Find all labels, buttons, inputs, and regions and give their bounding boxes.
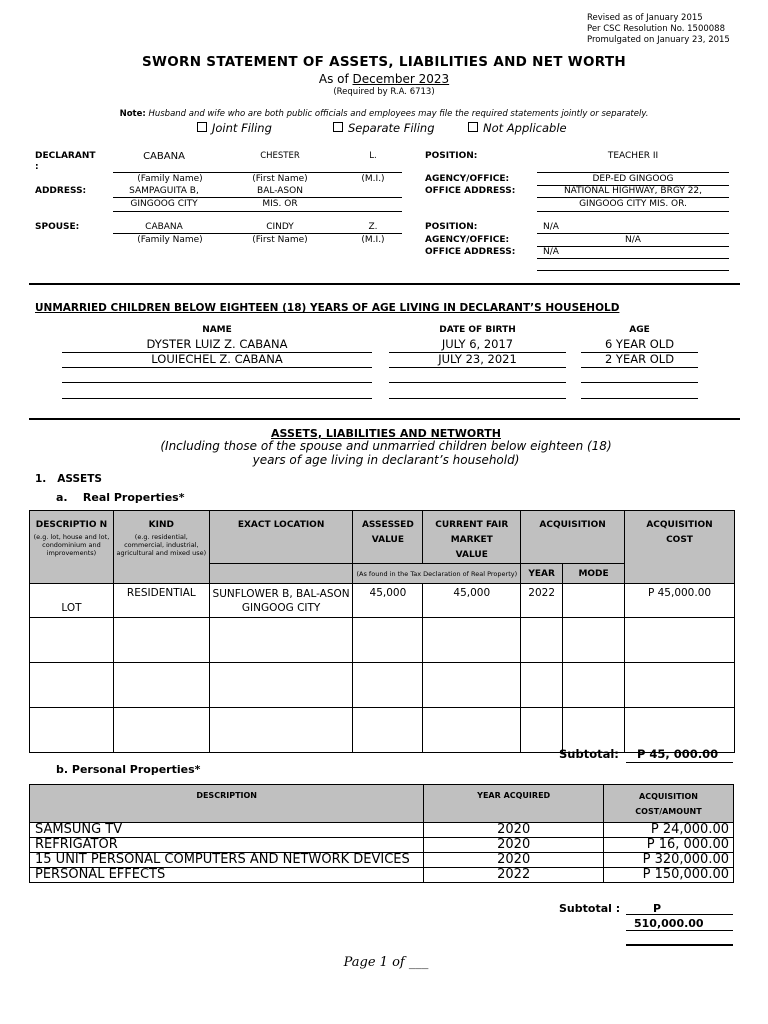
caption-family: (Family Name) [137, 235, 203, 245]
joint-filing-option[interactable]: Joint Filing [197, 121, 272, 135]
spouse-office-address: N/A [543, 247, 559, 257]
caption-mi: (M.I.) [361, 235, 385, 245]
header-description: DESCRIPTIO N (e.g. lot, house and lot, condominium and improvements) [30, 511, 114, 584]
header-mode: MODE [563, 564, 625, 584]
declarant-mi: L. [369, 151, 377, 161]
position-label: POSITION: [425, 151, 478, 161]
revision-note [587, 13, 730, 46]
caption-first: (First Name) [252, 174, 308, 184]
spouse-agency-label: AGENCY/OFFICE: [425, 235, 510, 245]
table-row: 15 UNIT PERSONAL COMPUTERS AND NETWORK DEVICES 2020 P 320,000.00 [30, 853, 734, 868]
spouse-office-address-label: OFFICE ADDRESS: [425, 247, 516, 257]
table-row: SAMSUNG TV 2020 P 24,000.00 [30, 823, 734, 838]
revision-line: Revised as of January 2015 [587, 13, 703, 23]
real-subtotal-value: P 45, 000.00 [637, 747, 719, 761]
agency-label: AGENCY/OFFICE: [425, 174, 510, 184]
spouse-position: N/A [543, 222, 559, 232]
address-line: MIS. OR [262, 199, 298, 209]
section-divider [29, 418, 740, 420]
col-age: AGE [629, 325, 650, 335]
table-row: PERSONAL EFFECTS 2022 P 150,000.00 [30, 868, 734, 883]
real-properties-table [29, 510, 735, 753]
personal-subtotal-label: Subtotal : [559, 902, 621, 915]
revision-line: Promulgated on January 23, 2015 [587, 35, 730, 45]
alnw-heading: ASSETS, LIABILITIES AND NETWORTH [271, 427, 501, 440]
header-acquisition-cost: ACQUISITION COST/AMOUNT [604, 785, 734, 823]
child-dob: JULY 23, 2021 [438, 352, 517, 366]
child-age: 6 YEAR OLD [604, 337, 675, 351]
header-assessed: ASSESSED VALUE [353, 511, 423, 564]
real-subtotal-label: Subtotal: [559, 747, 619, 761]
table-row: REFRIGATOR 2020 P 16, 000.00 [30, 838, 734, 853]
child-dob: JULY 6, 2017 [441, 337, 514, 351]
as-of-value: December 2023 [352, 72, 450, 86]
spouse-position-label: POSITION: [425, 222, 478, 232]
declarant-colon: : [35, 162, 39, 172]
section-divider [29, 283, 740, 285]
personal-subtotal-value: 510,000.00 [634, 917, 704, 930]
checkbox-icon[interactable] [333, 122, 343, 132]
not-applicable-option[interactable]: Not Applicable [468, 121, 567, 135]
spouse-mi: Z. [368, 222, 378, 232]
address-line: GINGOOG CITY [130, 199, 198, 209]
personal-properties-label: b. Personal Properties* [56, 763, 201, 776]
caption-family: (Family Name) [137, 174, 203, 184]
office-address-line: GINGOOG CITY MIS. OR. [579, 199, 687, 209]
personal-properties-table [29, 784, 734, 883]
address-line: BAL-ASON [257, 186, 303, 196]
personal-subtotal-value: P [653, 902, 662, 915]
declarant-position: TEACHER II [607, 151, 659, 161]
revision-line: Per CSC Resolution No. 1500088 [587, 24, 726, 34]
caption-mi: (M.I.) [361, 174, 385, 184]
declarant-first-name: CHESTER [260, 151, 300, 161]
real-properties-label: a. Real Properties* [56, 491, 185, 504]
col-name: NAME [202, 325, 232, 335]
as-of-date: As of December 2023 [318, 72, 450, 86]
spouse-family-name: CABANA [145, 222, 183, 232]
spouse-label: SPOUSE: [35, 222, 80, 232]
address-line: SAMPAGUITA B, [129, 186, 199, 196]
office-address-line: NATIONAL HIGHWAY, BRGY 22, [563, 186, 703, 196]
table-row [30, 663, 735, 708]
checkbox-icon[interactable] [468, 122, 478, 132]
filing-note: Note: Husband and wife who are both public officials and employees may file the required statements jointly or separately. [119, 109, 649, 119]
col-dob: DATE OF BIRTH [439, 325, 516, 335]
header-market: CURRENT FAIR MARKET VALUE [423, 511, 521, 564]
table-row: LOT RESIDENTIAL SUNFLOWER B, BAL-ASON GINGOOG CITY 45,000 45,000 2022 P 45,000.00 [30, 584, 735, 618]
children-heading: UNMARRIED CHILDREN BELOW EIGHTEEN (18) YEARS OF AGE LIVING IN DECLARANT’S HOUSEHOLD [35, 302, 620, 314]
spouse-agency: N/A [625, 235, 641, 245]
child-name: DYSTER LUIZ Z. CABANA [146, 337, 288, 351]
alnw-subtitle: (Including those of the spouse and unmarried children below eighteen (18) [160, 439, 612, 453]
header-kind: KIND (e.g. residential, commercial, industrial, agricultural and mixed use) [113, 511, 209, 584]
office-address-label: OFFICE ADDRESS: [425, 186, 516, 196]
checkbox-icon[interactable] [197, 122, 207, 132]
assets-label: 1. ASSETS [35, 473, 102, 485]
caption-first: (First Name) [252, 235, 308, 245]
child-name: LOUIECHEL Z. CABANA [151, 352, 283, 366]
document-title: SWORN STATEMENT OF ASSETS, LIABILITIES AND NET WORTH [142, 54, 626, 70]
declarant-label: DECLARANT [35, 151, 96, 161]
child-age: 2 YEAR OLD [604, 352, 675, 366]
page-number: Page 1 of ___ [343, 955, 429, 970]
header-acquisition: ACQUISITION [521, 511, 625, 564]
header-description: DESCRIPTION [30, 785, 424, 823]
table-row [30, 708, 735, 753]
header-year-acquired: YEAR ACQUIRED [424, 785, 604, 823]
address-label: ADDRESS: [35, 186, 87, 196]
required-by: (Required by R.A. 6713) [333, 87, 435, 97]
header-value-note: (As found in the Tax Declaration of Real Property) [353, 564, 521, 584]
header-location: EXACT LOCATION [209, 511, 353, 564]
table-row [30, 618, 735, 663]
declarant-family-name: CABANA [143, 151, 185, 162]
separate-filing-option[interactable]: Separate Filing [333, 121, 435, 135]
double-underline [626, 944, 733, 946]
declarant-agency: DEP-ED GINGOOG [592, 174, 674, 184]
alnw-subtitle: years of age living in declarant’s household) [252, 453, 520, 467]
header-year: YEAR [521, 564, 563, 584]
header-cost: ACQUISITION COST [625, 511, 735, 584]
spouse-first-name: CINDY [266, 222, 294, 232]
